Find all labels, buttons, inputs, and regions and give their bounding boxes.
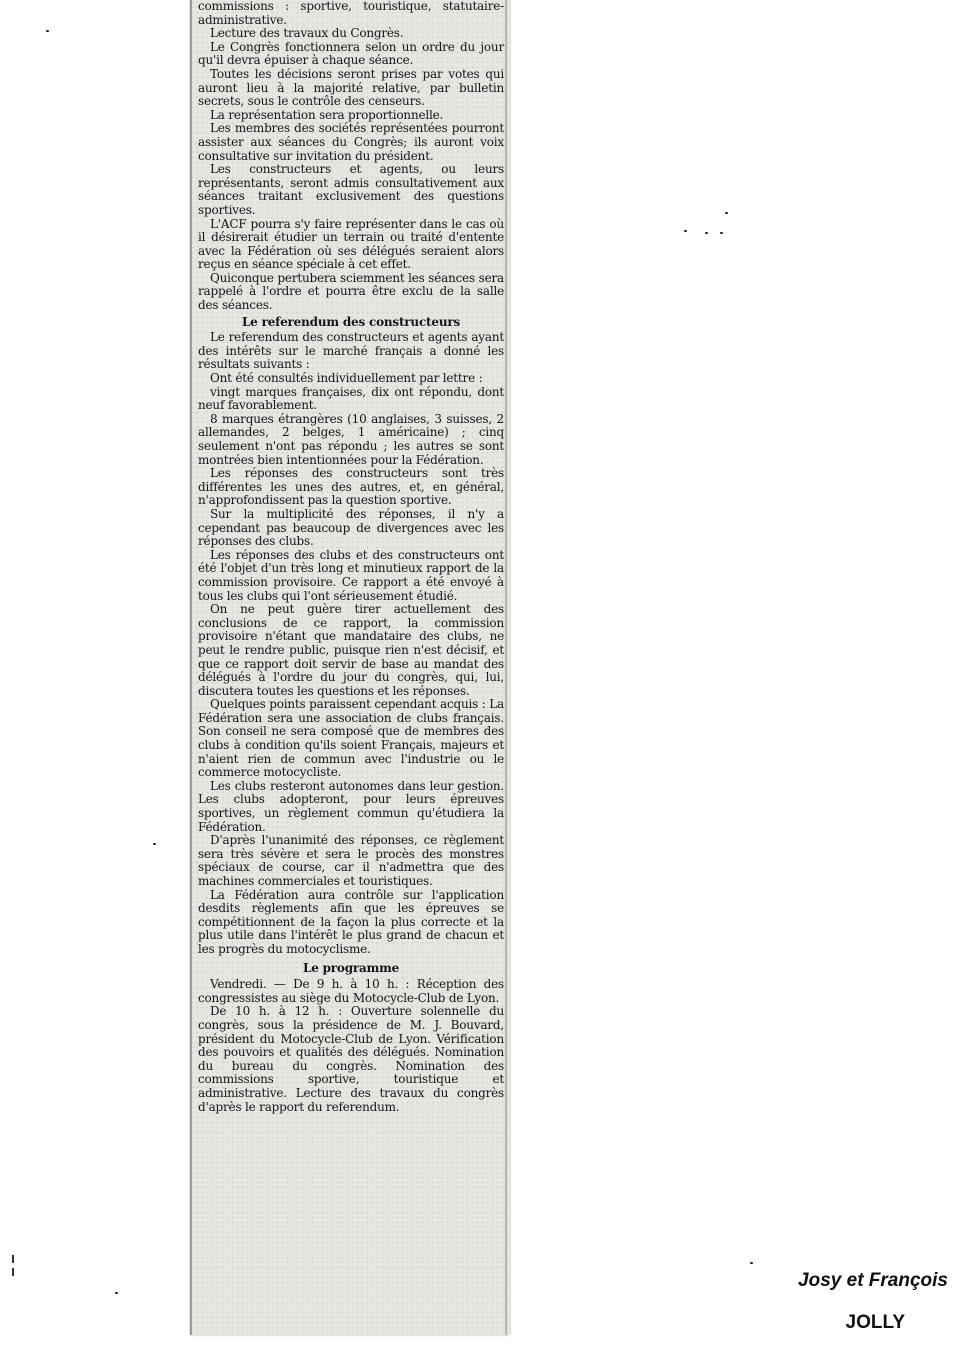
- article-paragraph: Toutes les décisions seront prises par votes qui auront lieu à la majorité relative, par bulletin secrets, sous le contrôle des censeurs.: [198, 66, 504, 109]
- scan-speck: [115, 1292, 118, 1294]
- scan-speck: [153, 843, 156, 845]
- article-paragraph: vingt marques françaises, dix ont répondu, dont neuf favorablement.: [198, 384, 504, 413]
- article-paragraph: La Fédération aura contrôle sur l'application desdits règlements afin que les épreuves se compétitionnent de la façon la plus correcte et la plus utile dans l'intérêt le plus grand de chacun et les progrès du motocyclisme.: [198, 887, 504, 956]
- credit-names: Josy et François: [798, 1270, 948, 1291]
- article-paragraph: Sur la multiplicité des réponses, il n'y a cependant pas beaucoup de divergences avec les réponses des clubs.: [198, 506, 504, 549]
- article-paragraph: Vendredi. — De 9 h. à 10 h. : Réception des congressistes au siège du Motocycle-Club de Lyon.: [198, 977, 504, 1005]
- article-paragraph: Quiconque pertubera sciemment les séances sera rappelé à l'ordre et pourra être exclu de la salle des séances.: [198, 270, 504, 313]
- credit-surname: JOLLY: [845, 1312, 905, 1333]
- article-paragraph: Les clubs resteront autonomes dans leur gestion. Les clubs adopteront, pour leurs épreuves sportives, un règlement commun qu'étudiera la Fédération.: [198, 778, 504, 834]
- section-heading-referendum: Le referendum des constructeurs: [241, 314, 461, 329]
- article-paragraph: L'ACF pourra s'y faire représenter dans le cas où il désirerait étudier un terrain ou traité d'entente avec la Fédération où ses délégués seraient alors reçus en séance spéciale à cet effet.: [198, 216, 504, 272]
- scan-speck: [684, 230, 687, 232]
- article-column: [198, 0, 504, 1114]
- scan-speck: [720, 232, 723, 234]
- article-paragraph: Le Congrès fonctionnera selon un ordre du jour qu'il devra épuiser à chaque séance.: [198, 39, 504, 68]
- binder-hole-mark: [12, 1268, 14, 1276]
- scan-speck: [705, 232, 708, 234]
- article-paragraph: Les constructeurs et agents, ou leurs représentants, seront admis consultativement aux séances traitant exclusivement des questions sportives.: [198, 162, 504, 217]
- article-paragraph: Les réponses des clubs et des constructeurs ont été l'objet d'un très long et minutieux rapport de la commission provisoire. Ce rapport a été envoyé à tous les clubs qui l'ont sérieusement étudié.: [198, 547, 504, 603]
- section-heading-programme: Le programme: [302, 960, 400, 975]
- article-paragraph: commissions : sportive, touristique, statutaire-administrative.: [198, 0, 504, 27]
- scan-speck: [750, 1262, 753, 1264]
- article-paragraph: La représentation sera proportionnelle.: [210, 107, 444, 122]
- article-paragraph: D'après l'unanimité des réponses, ce règlement sera très sévère et sera le procès des monstres spéciaux de course, car il n'admettra que des machines commerciales et touristiques.: [198, 833, 504, 888]
- article-paragraph: 8 marques étrangères (10 anglaises, 3 suisses, 2 allemandes, 2 belges, 1 américaine) ; cinq seulement n'ont pas répondu ; les autres se sont montrées bien intentionnées pour la Fédération.: [198, 411, 504, 467]
- article-paragraph: Les réponses des constructeurs sont très différentes les unes des autres, et, en général, n'approfondissent pas la question sportive.: [198, 466, 504, 508]
- scan-speck: [46, 30, 49, 32]
- article-paragraph: Le referendum des constructeurs et agents ayant des intérêts sur le marché français a donné les résultats suivants :: [198, 330, 504, 372]
- article-paragraph: Les membres des sociétés représentées pourront assister aux séances du Congrès; ils auront voix consultative sur invitation du président.: [198, 121, 504, 163]
- article-paragraph: De 10 h. à 12 h. : Ouverture solennelle du congrès, sous la présidence de M. J. Bouvard, président du Motocycle-Club de Lyon. Vérification des pouvoirs et qualités des délégués. Nomination du bureau du congrès. Nomination des commissions sportive, touristique et administrative. Lecture des travaux du congrès d'après le rapport du referendum.: [198, 1004, 504, 1114]
- article-paragraph: Quelques points paraissent cependant acquis : La Fédération sera une association de clubs français. Son conseil ne sera composé que de membres des clubs à condition qu'ils soient Français, majeurs et n'aient rien de commun avec l'industrie ou le commerce motocycliste.: [198, 697, 504, 780]
- article-paragraph: Ont été consultés individuellement par lettre :: [210, 371, 483, 386]
- clipping-left-edge: [190, 0, 192, 1335]
- clipping-right-edge: [505, 0, 507, 1335]
- article-paragraph: Lecture des travaux du Congrès.: [210, 26, 404, 41]
- binder-hole-mark: [12, 1255, 14, 1263]
- scan-speck: [725, 212, 728, 214]
- article-paragraph: On ne peut guère tirer actuellement des conclusions de ce rapport, la commission provisoire n'étant que mandataire des clubs, ne peut le rendre public, puisque rien n'est décisif, et que ce rapport doit servir de base au mandat des délégués à l'ordre du jour du congrès, qui, lui, discutera toutes les questions et les réponses.: [198, 602, 504, 698]
